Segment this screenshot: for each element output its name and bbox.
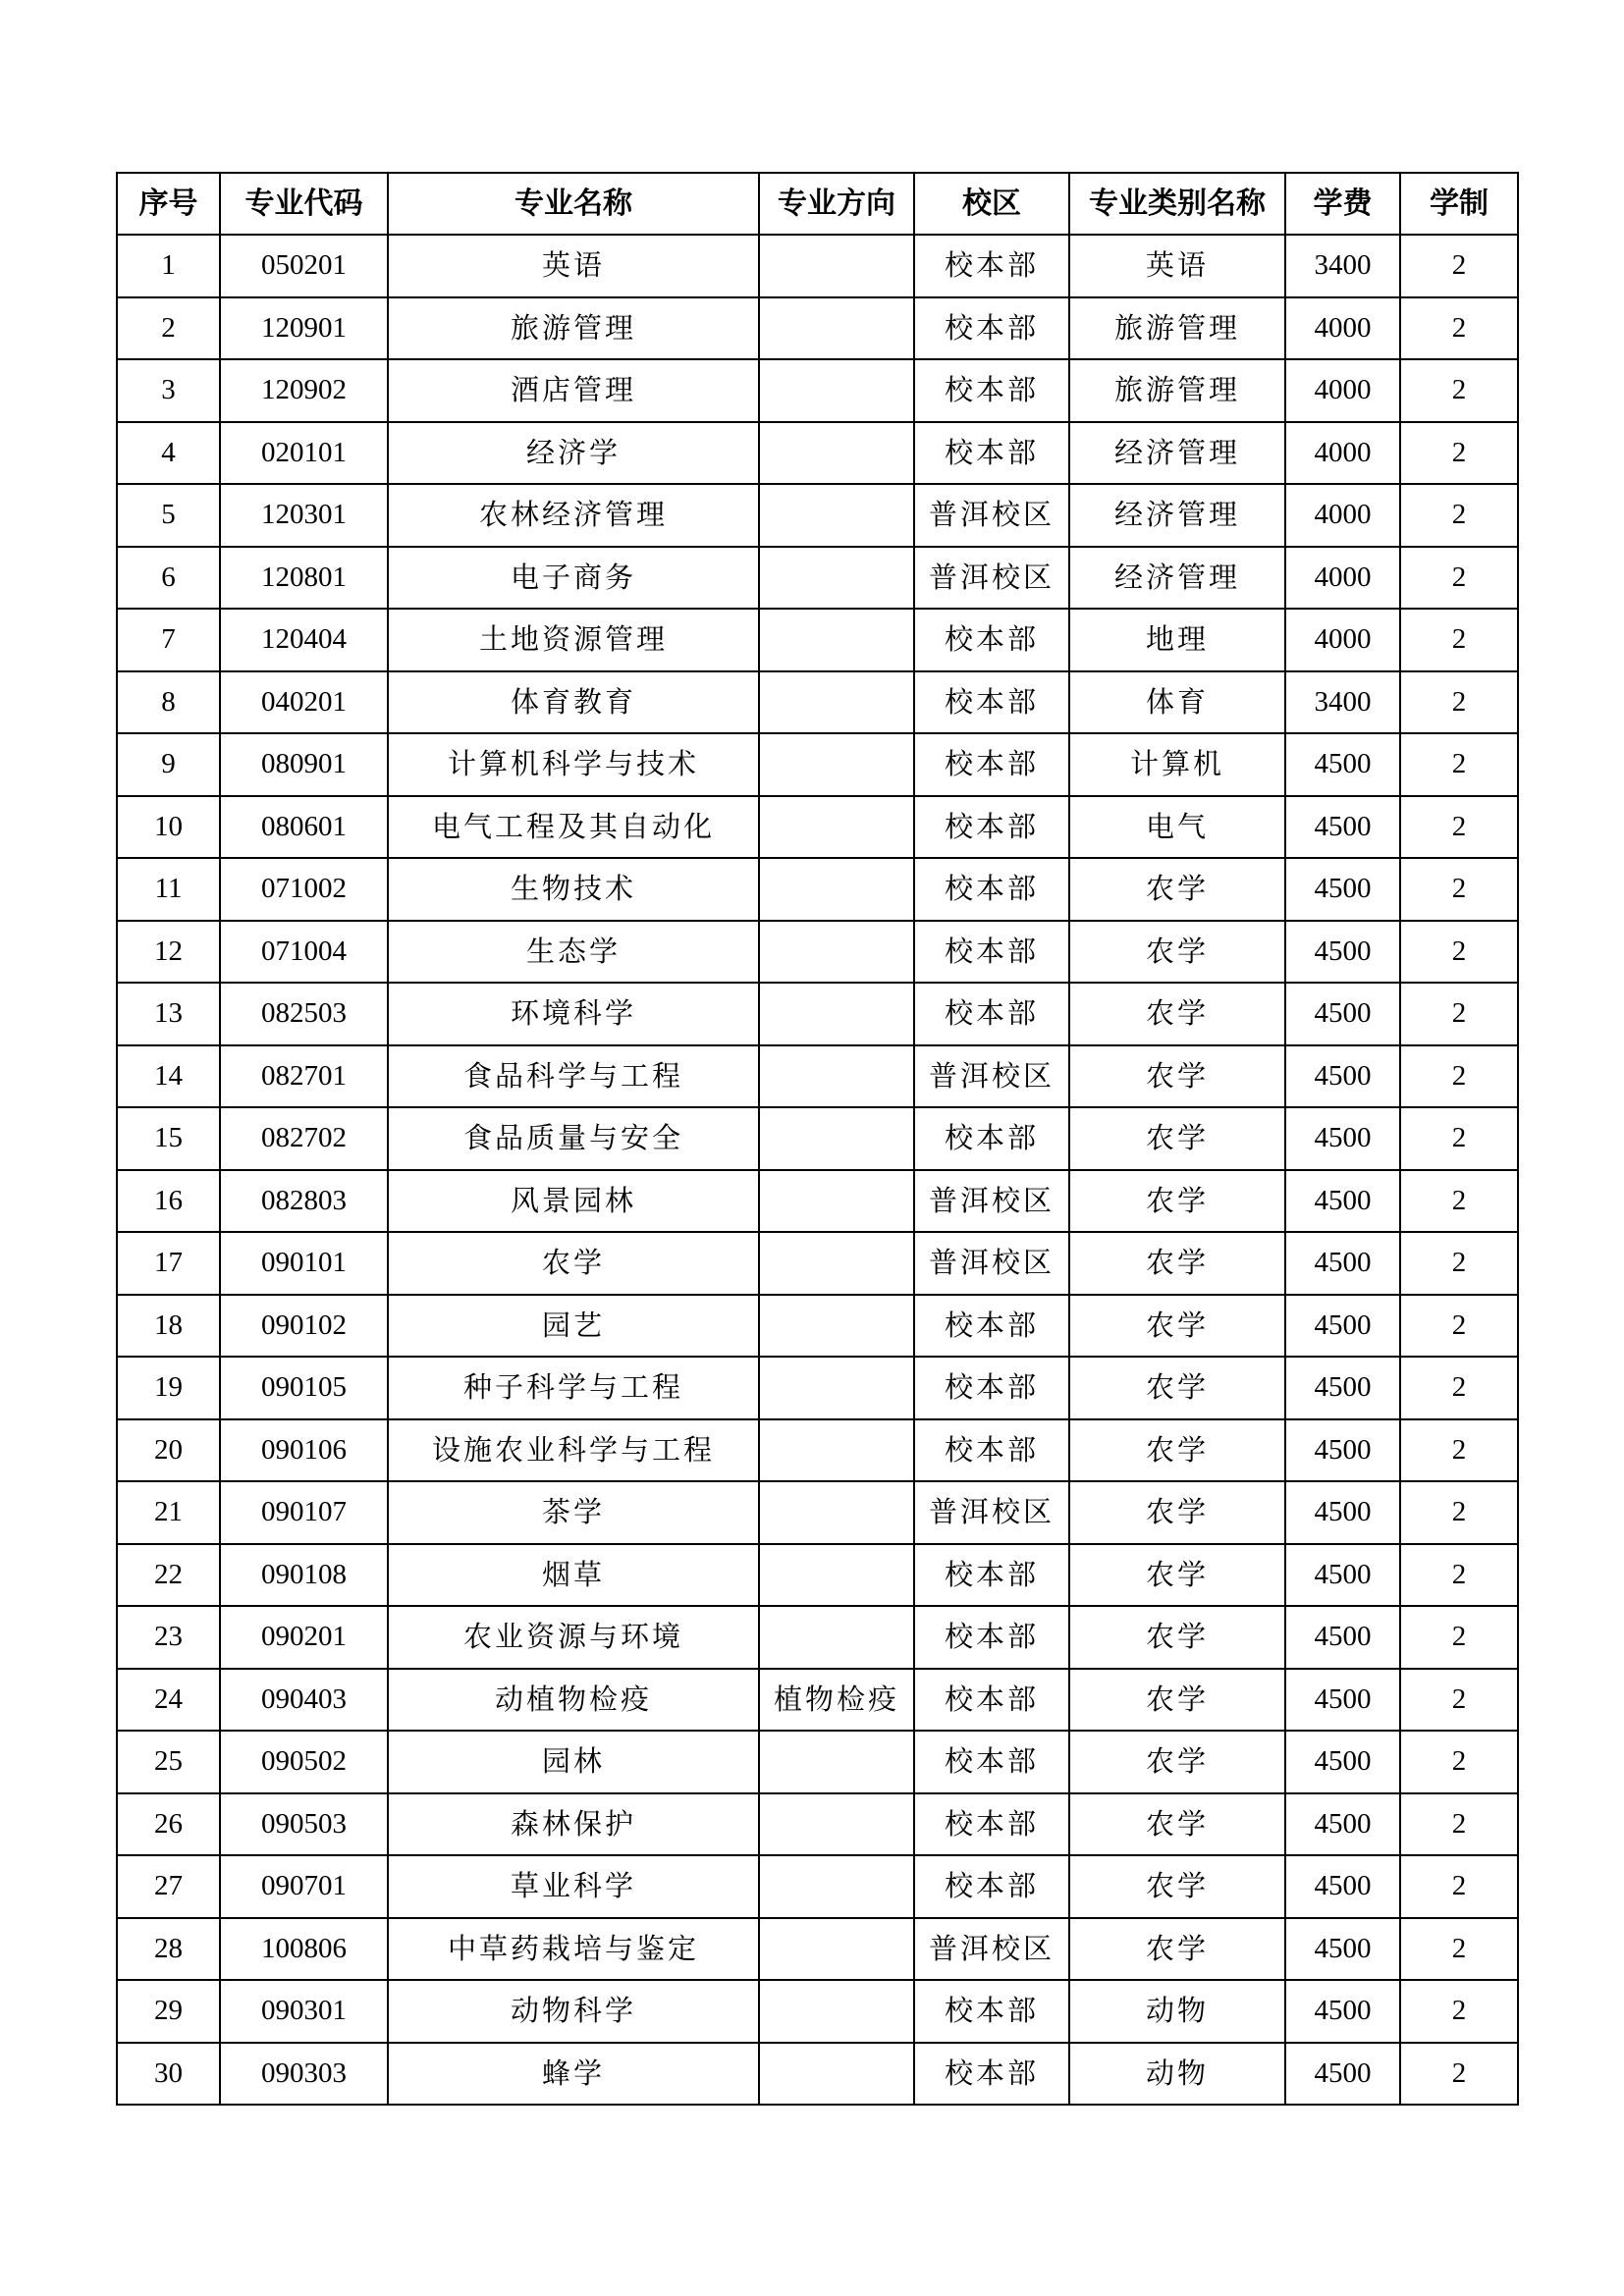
table-row xyxy=(117,1170,1518,1233)
cell-tuition: 4500 xyxy=(1285,858,1400,921)
cell-campus: 校本部 xyxy=(914,1606,1069,1669)
cell-category-name: 农学 xyxy=(1069,1232,1285,1295)
cell-major-code: 090105 xyxy=(220,1357,388,1419)
cell-tuition: 4500 xyxy=(1285,1855,1400,1918)
table-row xyxy=(117,1606,1518,1669)
cell-campus: 校本部 xyxy=(914,858,1069,921)
table-body xyxy=(117,235,1518,2105)
table-row xyxy=(117,297,1518,360)
cell-tuition: 4000 xyxy=(1285,484,1400,547)
cell-campus: 校本部 xyxy=(914,359,1069,422)
header-category-name: 专业类别名称 xyxy=(1069,173,1285,235)
cell-major-direction xyxy=(759,1357,914,1419)
cell-major-direction xyxy=(759,1731,914,1793)
cell-category-name: 农学 xyxy=(1069,983,1285,1045)
cell-category-name: 农学 xyxy=(1069,1731,1285,1793)
cell-major-direction xyxy=(759,1544,914,1607)
cell-category-name: 计算机 xyxy=(1069,733,1285,796)
cell-duration: 2 xyxy=(1400,1669,1518,1732)
cell-tuition: 4000 xyxy=(1285,609,1400,671)
cell-category-name: 动物 xyxy=(1069,2043,1285,2106)
cell-campus: 普洱校区 xyxy=(914,1232,1069,1295)
cell-index: 11 xyxy=(117,858,220,921)
cell-duration: 2 xyxy=(1400,422,1518,485)
table-row xyxy=(117,609,1518,671)
cell-major-name: 酒店管理 xyxy=(388,359,759,422)
cell-category-name: 农学 xyxy=(1069,1793,1285,1856)
cell-major-code: 082803 xyxy=(220,1170,388,1233)
cell-index: 5 xyxy=(117,484,220,547)
cell-campus: 校本部 xyxy=(914,1107,1069,1170)
cell-major-name: 食品质量与安全 xyxy=(388,1107,759,1170)
cell-duration: 2 xyxy=(1400,1419,1518,1482)
cell-major-code: 090201 xyxy=(220,1606,388,1669)
cell-major-code: 090101 xyxy=(220,1232,388,1295)
cell-major-code: 071004 xyxy=(220,921,388,984)
cell-major-direction xyxy=(759,1045,914,1108)
cell-campus: 校本部 xyxy=(914,671,1069,734)
cell-index: 10 xyxy=(117,796,220,859)
cell-major-direction xyxy=(759,1855,914,1918)
cell-major-name: 计算机科学与技术 xyxy=(388,733,759,796)
cell-campus: 校本部 xyxy=(914,1980,1069,2043)
cell-campus: 普洱校区 xyxy=(914,1170,1069,1233)
cell-category-name: 地理 xyxy=(1069,609,1285,671)
table-row xyxy=(117,1357,1518,1419)
cell-tuition: 4500 xyxy=(1285,1357,1400,1419)
cell-category-name: 动物 xyxy=(1069,1980,1285,2043)
cell-index: 23 xyxy=(117,1606,220,1669)
cell-campus: 校本部 xyxy=(914,609,1069,671)
cell-tuition: 4000 xyxy=(1285,359,1400,422)
cell-index: 18 xyxy=(117,1295,220,1358)
cell-category-name: 农学 xyxy=(1069,1295,1285,1358)
cell-major-direction xyxy=(759,858,914,921)
cell-campus: 校本部 xyxy=(914,1731,1069,1793)
cell-major-direction xyxy=(759,1793,914,1856)
cell-duration: 2 xyxy=(1400,2043,1518,2106)
cell-major-name: 土地资源管理 xyxy=(388,609,759,671)
table-row xyxy=(117,1045,1518,1108)
cell-category-name: 农学 xyxy=(1069,1544,1285,1607)
cell-major-direction xyxy=(759,1107,914,1170)
cell-campus: 校本部 xyxy=(914,235,1069,297)
cell-campus: 普洱校区 xyxy=(914,1045,1069,1108)
cell-major-name: 茶学 xyxy=(388,1481,759,1544)
cell-major-name: 英语 xyxy=(388,235,759,297)
cell-category-name: 农学 xyxy=(1069,1170,1285,1233)
cell-index: 4 xyxy=(117,422,220,485)
table-row xyxy=(117,796,1518,859)
table-row xyxy=(117,671,1518,734)
cell-duration: 2 xyxy=(1400,1357,1518,1419)
cell-major-code: 090303 xyxy=(220,2043,388,2106)
cell-tuition: 4500 xyxy=(1285,1544,1400,1607)
cell-duration: 2 xyxy=(1400,1980,1518,2043)
cell-tuition: 4500 xyxy=(1285,983,1400,1045)
cell-major-code: 040201 xyxy=(220,671,388,734)
cell-major-code: 080901 xyxy=(220,733,388,796)
cell-major-direction: 植物检疫 xyxy=(759,1669,914,1732)
cell-major-direction xyxy=(759,297,914,360)
cell-duration: 2 xyxy=(1400,1107,1518,1170)
cell-major-direction xyxy=(759,235,914,297)
cell-tuition: 4500 xyxy=(1285,1918,1400,1981)
cell-major-code: 120801 xyxy=(220,547,388,610)
cell-major-name: 经济学 xyxy=(388,422,759,485)
cell-tuition: 4500 xyxy=(1285,1731,1400,1793)
table-row xyxy=(117,1419,1518,1482)
cell-index: 16 xyxy=(117,1170,220,1233)
cell-index: 7 xyxy=(117,609,220,671)
cell-major-direction xyxy=(759,671,914,734)
cell-index: 30 xyxy=(117,2043,220,2106)
cell-major-direction xyxy=(759,1419,914,1482)
cell-campus: 校本部 xyxy=(914,2043,1069,2106)
cell-campus: 校本部 xyxy=(914,1793,1069,1856)
cell-category-name: 农学 xyxy=(1069,1045,1285,1108)
cell-category-name: 农学 xyxy=(1069,1855,1285,1918)
cell-major-name: 农业资源与环境 xyxy=(388,1606,759,1669)
cell-duration: 2 xyxy=(1400,235,1518,297)
cell-tuition: 4500 xyxy=(1285,921,1400,984)
cell-campus: 校本部 xyxy=(914,422,1069,485)
cell-major-code: 090403 xyxy=(220,1669,388,1732)
table-row xyxy=(117,858,1518,921)
cell-major-direction xyxy=(759,547,914,610)
cell-major-code: 090502 xyxy=(220,1731,388,1793)
cell-major-direction xyxy=(759,484,914,547)
cell-duration: 2 xyxy=(1400,359,1518,422)
table-row xyxy=(117,1669,1518,1732)
cell-major-name: 设施农业科学与工程 xyxy=(388,1419,759,1482)
cell-category-name: 经济管理 xyxy=(1069,422,1285,485)
cell-duration: 2 xyxy=(1400,733,1518,796)
cell-index: 14 xyxy=(117,1045,220,1108)
header-major-direction: 专业方向 xyxy=(759,173,914,235)
cell-major-direction xyxy=(759,1295,914,1358)
header-duration: 学制 xyxy=(1400,173,1518,235)
table-row xyxy=(117,2043,1518,2106)
cell-major-direction xyxy=(759,1481,914,1544)
cell-campus: 校本部 xyxy=(914,1855,1069,1918)
table-row xyxy=(117,484,1518,547)
cell-major-code: 120404 xyxy=(220,609,388,671)
cell-major-code: 090107 xyxy=(220,1481,388,1544)
cell-duration: 2 xyxy=(1400,858,1518,921)
cell-duration: 2 xyxy=(1400,1606,1518,1669)
cell-tuition: 4500 xyxy=(1285,733,1400,796)
cell-tuition: 4500 xyxy=(1285,796,1400,859)
table-row xyxy=(117,422,1518,485)
cell-major-name: 蜂学 xyxy=(388,2043,759,2106)
cell-duration: 2 xyxy=(1400,1295,1518,1358)
cell-index: 29 xyxy=(117,1980,220,2043)
cell-duration: 2 xyxy=(1400,1481,1518,1544)
cell-index: 19 xyxy=(117,1357,220,1419)
cell-index: 6 xyxy=(117,547,220,610)
cell-major-code: 082702 xyxy=(220,1107,388,1170)
cell-major-code: 082701 xyxy=(220,1045,388,1108)
cell-major-name: 草业科学 xyxy=(388,1855,759,1918)
table-row xyxy=(117,1918,1518,1981)
cell-tuition: 4500 xyxy=(1285,1669,1400,1732)
cell-tuition: 4500 xyxy=(1285,1045,1400,1108)
cell-major-name: 电气工程及其自动化 xyxy=(388,796,759,859)
table-row xyxy=(117,1295,1518,1358)
cell-major-name: 森林保护 xyxy=(388,1793,759,1856)
cell-major-code: 080601 xyxy=(220,796,388,859)
cell-duration: 2 xyxy=(1400,547,1518,610)
cell-major-code: 090503 xyxy=(220,1793,388,1856)
cell-tuition: 4500 xyxy=(1285,1170,1400,1233)
cell-major-name: 电子商务 xyxy=(388,547,759,610)
cell-index: 1 xyxy=(117,235,220,297)
cell-major-name: 农学 xyxy=(388,1232,759,1295)
cell-tuition: 4500 xyxy=(1285,1481,1400,1544)
cell-category-name: 农学 xyxy=(1069,1606,1285,1669)
cell-campus: 校本部 xyxy=(914,983,1069,1045)
cell-duration: 2 xyxy=(1400,1544,1518,1607)
cell-major-name: 食品科学与工程 xyxy=(388,1045,759,1108)
cell-duration: 2 xyxy=(1400,1793,1518,1856)
table-row xyxy=(117,1793,1518,1856)
cell-major-code: 090108 xyxy=(220,1544,388,1607)
table-row xyxy=(117,1107,1518,1170)
cell-index: 13 xyxy=(117,983,220,1045)
cell-major-name: 动物科学 xyxy=(388,1980,759,2043)
table-row xyxy=(117,983,1518,1045)
cell-category-name: 经济管理 xyxy=(1069,484,1285,547)
cell-campus: 校本部 xyxy=(914,1669,1069,1732)
cell-category-name: 旅游管理 xyxy=(1069,359,1285,422)
cell-category-name: 电气 xyxy=(1069,796,1285,859)
cell-category-name: 经济管理 xyxy=(1069,547,1285,610)
cell-major-name: 种子科学与工程 xyxy=(388,1357,759,1419)
cell-major-code: 090102 xyxy=(220,1295,388,1358)
cell-category-name: 英语 xyxy=(1069,235,1285,297)
cell-tuition: 4500 xyxy=(1285,1232,1400,1295)
table-row xyxy=(117,1980,1518,2043)
cell-tuition: 4000 xyxy=(1285,422,1400,485)
cell-major-code: 100806 xyxy=(220,1918,388,1981)
cell-tuition: 4500 xyxy=(1285,1793,1400,1856)
cell-duration: 2 xyxy=(1400,671,1518,734)
cell-duration: 2 xyxy=(1400,1731,1518,1793)
cell-major-name: 中草药栽培与鉴定 xyxy=(388,1918,759,1981)
cell-index: 20 xyxy=(117,1419,220,1482)
cell-tuition: 4500 xyxy=(1285,1606,1400,1669)
cell-major-code: 120901 xyxy=(220,297,388,360)
cell-major-name: 烟草 xyxy=(388,1544,759,1607)
cell-major-name: 生物技术 xyxy=(388,858,759,921)
cell-category-name: 旅游管理 xyxy=(1069,297,1285,360)
cell-major-name: 园林 xyxy=(388,1731,759,1793)
cell-category-name: 农学 xyxy=(1069,858,1285,921)
cell-major-direction xyxy=(759,733,914,796)
cell-campus: 普洱校区 xyxy=(914,1918,1069,1981)
cell-major-direction xyxy=(759,609,914,671)
cell-major-name: 生态学 xyxy=(388,921,759,984)
cell-index: 8 xyxy=(117,671,220,734)
cell-major-direction xyxy=(759,1232,914,1295)
cell-duration: 2 xyxy=(1400,1045,1518,1108)
cell-tuition: 4000 xyxy=(1285,297,1400,360)
table-row xyxy=(117,733,1518,796)
header-tuition: 学费 xyxy=(1285,173,1400,235)
cell-category-name: 农学 xyxy=(1069,1357,1285,1419)
table-row xyxy=(117,1232,1518,1295)
cell-category-name: 体育 xyxy=(1069,671,1285,734)
header-major-name: 专业名称 xyxy=(388,173,759,235)
cell-major-code: 050201 xyxy=(220,235,388,297)
cell-major-direction xyxy=(759,921,914,984)
cell-tuition: 4500 xyxy=(1285,1980,1400,2043)
cell-index: 12 xyxy=(117,921,220,984)
cell-major-direction xyxy=(759,359,914,422)
cell-major-code: 120902 xyxy=(220,359,388,422)
majors-table xyxy=(116,172,1519,2106)
cell-campus: 校本部 xyxy=(914,733,1069,796)
cell-category-name: 农学 xyxy=(1069,1918,1285,1981)
cell-major-direction xyxy=(759,1606,914,1669)
cell-major-name: 风景园林 xyxy=(388,1170,759,1233)
cell-major-direction xyxy=(759,2043,914,2106)
table-row xyxy=(117,235,1518,297)
cell-duration: 2 xyxy=(1400,983,1518,1045)
cell-index: 22 xyxy=(117,1544,220,1607)
cell-major-name: 农林经济管理 xyxy=(388,484,759,547)
header-major-code: 专业代码 xyxy=(220,173,388,235)
cell-index: 2 xyxy=(117,297,220,360)
cell-duration: 2 xyxy=(1400,1855,1518,1918)
cell-index: 25 xyxy=(117,1731,220,1793)
cell-major-code: 090106 xyxy=(220,1419,388,1482)
table-row xyxy=(117,1731,1518,1793)
cell-duration: 2 xyxy=(1400,609,1518,671)
cell-tuition: 4500 xyxy=(1285,1295,1400,1358)
cell-tuition: 4500 xyxy=(1285,1419,1400,1482)
table-header-row xyxy=(117,173,1518,235)
cell-duration: 2 xyxy=(1400,1232,1518,1295)
cell-major-name: 环境科学 xyxy=(388,983,759,1045)
cell-category-name: 农学 xyxy=(1069,921,1285,984)
cell-campus: 校本部 xyxy=(914,297,1069,360)
cell-campus: 普洱校区 xyxy=(914,547,1069,610)
cell-major-direction xyxy=(759,1918,914,1981)
cell-tuition: 3400 xyxy=(1285,671,1400,734)
cell-major-code: 082503 xyxy=(220,983,388,1045)
cell-index: 9 xyxy=(117,733,220,796)
cell-major-code: 120301 xyxy=(220,484,388,547)
cell-major-name: 旅游管理 xyxy=(388,297,759,360)
cell-index: 17 xyxy=(117,1232,220,1295)
cell-category-name: 农学 xyxy=(1069,1481,1285,1544)
cell-major-name: 动植物检疫 xyxy=(388,1669,759,1732)
cell-major-name: 园艺 xyxy=(388,1295,759,1358)
cell-major-code: 020101 xyxy=(220,422,388,485)
table-row xyxy=(117,1855,1518,1918)
cell-duration: 2 xyxy=(1400,297,1518,360)
cell-tuition: 4000 xyxy=(1285,547,1400,610)
cell-major-direction xyxy=(759,796,914,859)
cell-index: 3 xyxy=(117,359,220,422)
table-row xyxy=(117,1481,1518,1544)
cell-tuition: 4500 xyxy=(1285,1107,1400,1170)
cell-campus: 校本部 xyxy=(914,796,1069,859)
table-row xyxy=(117,1544,1518,1607)
table-row xyxy=(117,921,1518,984)
cell-campus: 校本部 xyxy=(914,1357,1069,1419)
cell-index: 28 xyxy=(117,1918,220,1981)
header-index: 序号 xyxy=(117,173,220,235)
cell-duration: 2 xyxy=(1400,1170,1518,1233)
cell-category-name: 农学 xyxy=(1069,1107,1285,1170)
cell-major-direction xyxy=(759,422,914,485)
cell-campus: 校本部 xyxy=(914,1295,1069,1358)
cell-major-direction xyxy=(759,983,914,1045)
cell-major-code: 071002 xyxy=(220,858,388,921)
cell-major-direction xyxy=(759,1980,914,2043)
cell-index: 15 xyxy=(117,1107,220,1170)
cell-tuition: 3400 xyxy=(1285,235,1400,297)
cell-category-name: 农学 xyxy=(1069,1419,1285,1482)
cell-index: 27 xyxy=(117,1855,220,1918)
cell-campus: 校本部 xyxy=(914,1544,1069,1607)
cell-campus: 校本部 xyxy=(914,1419,1069,1482)
cell-duration: 2 xyxy=(1400,921,1518,984)
cell-major-code: 090701 xyxy=(220,1855,388,1918)
cell-index: 21 xyxy=(117,1481,220,1544)
cell-duration: 2 xyxy=(1400,484,1518,547)
cell-index: 26 xyxy=(117,1793,220,1856)
cell-campus: 普洱校区 xyxy=(914,1481,1069,1544)
cell-major-name: 体育教育 xyxy=(388,671,759,734)
cell-duration: 2 xyxy=(1400,1918,1518,1981)
cell-duration: 2 xyxy=(1400,796,1518,859)
cell-index: 24 xyxy=(117,1669,220,1732)
table-row xyxy=(117,547,1518,610)
table-row xyxy=(117,359,1518,422)
cell-tuition: 4500 xyxy=(1285,2043,1400,2106)
cell-category-name: 农学 xyxy=(1069,1669,1285,1732)
cell-campus: 校本部 xyxy=(914,921,1069,984)
cell-major-code: 090301 xyxy=(220,1980,388,2043)
cell-major-direction xyxy=(759,1170,914,1233)
cell-campus: 普洱校区 xyxy=(914,484,1069,547)
header-campus: 校区 xyxy=(914,173,1069,235)
